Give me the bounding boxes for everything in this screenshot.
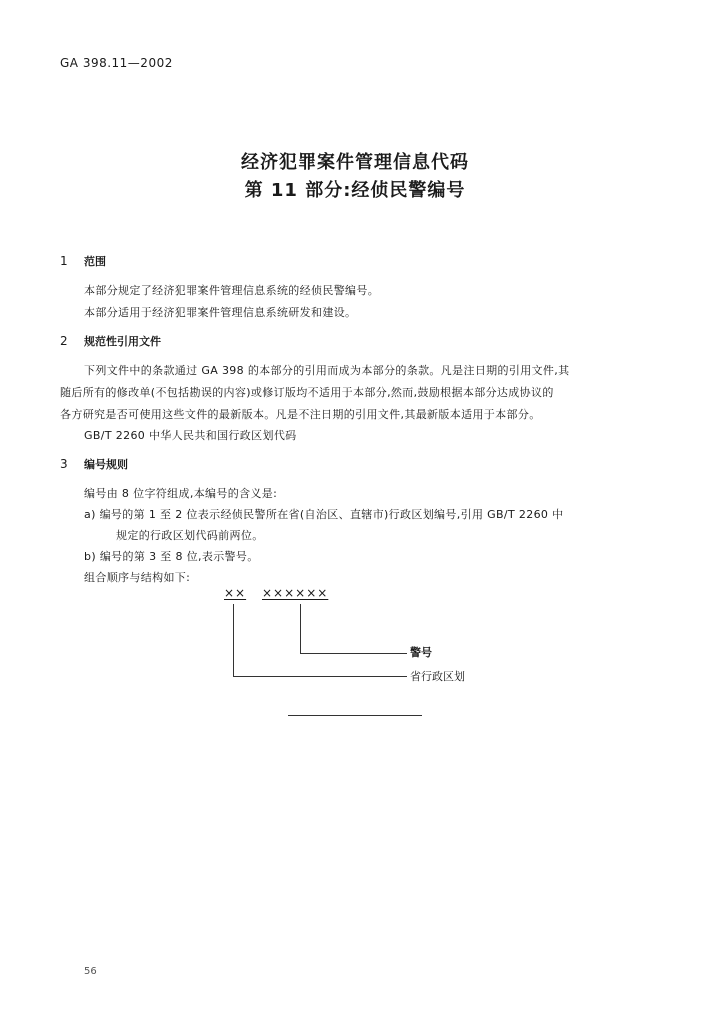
code-police-part: ×××××× <box>262 586 329 600</box>
standard-number: GA 398.11—2002 <box>60 56 173 70</box>
section-title: 编号规则 <box>84 458 128 471</box>
reference-item: GB/T 2260 中华人民共和国行政区划代码 <box>84 429 297 442</box>
region-connector-vertical <box>233 604 234 677</box>
document-subtitle: 第 11 部分:经侦民警编号 <box>244 180 466 201</box>
list-item-continuation: 规定的行政区划代码前两位。 <box>116 529 264 542</box>
region-connector-horizontal <box>233 676 407 677</box>
section-number: 1 <box>60 254 68 268</box>
region-code-label: 省行政区划 <box>410 670 465 683</box>
code-region-part: ×× <box>224 586 247 600</box>
paragraph: 下列文件中的条款通过 GA 398 的本部分的引用而成为本部分的条款。凡是注日期的引用文件,其 <box>84 364 570 377</box>
page-number: 56 <box>84 966 97 977</box>
police-connector-horizontal <box>300 653 407 654</box>
section-title: 范围 <box>84 255 106 268</box>
section-title: 规范性引用文件 <box>84 335 161 348</box>
section-heading <box>60 253 106 269</box>
paragraph: 组合顺序与结构如下: <box>84 571 191 584</box>
paragraph: 随后所有的修改单(不包括勘误的内容)或修订版均不适用于本部分,然而,鼓励根据本部分达成协议的 <box>60 386 554 399</box>
police-number-label: 警号 <box>410 646 432 659</box>
section-number: 3 <box>60 457 68 471</box>
document-title: 经济犯罪案件管理信息代码 <box>241 152 469 173</box>
paragraph: 编号由 8 位字符组成,本编号的含义是: <box>84 487 278 500</box>
section-number: 2 <box>60 334 68 348</box>
list-item: b) 编号的第 3 至 8 位,表示警号。 <box>84 550 259 563</box>
section-heading <box>60 456 128 472</box>
section-heading <box>60 333 161 349</box>
end-rule <box>288 715 422 716</box>
list-item: a) 编号的第 1 至 2 位表示经侦民警所在省(自治区、直辖市)行政区划编号,引用 GB/T 2260 中 <box>84 508 564 521</box>
paragraph: 各方研究是否可使用这些文件的最新版本。凡是不注日期的引用文件,其最新版本适用于本部分。 <box>60 408 541 421</box>
paragraph: 本部分适用于经济犯罪案件管理信息系统研发和建设。 <box>84 306 357 319</box>
police-connector-vertical <box>300 604 301 654</box>
paragraph: 本部分规定了经济犯罪案件管理信息系统的经侦民警编号。 <box>84 284 380 297</box>
